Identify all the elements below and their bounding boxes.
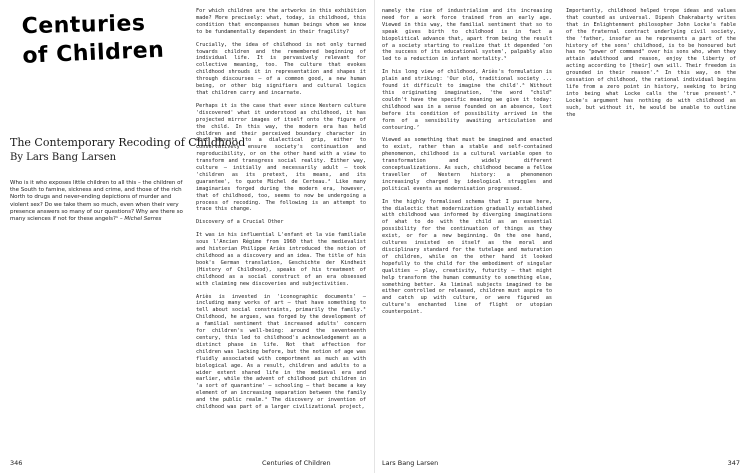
title-line-1: Centuries — [21, 11, 146, 40]
title-line-2: of Children — [21, 37, 165, 69]
right-page-column-2 — [566, 8, 736, 125]
epigraph-text: Who is it who exposes little children to all this – the children of the South to famine, sickness and crime, and those of the rich North to drugs and never-ending depictions of murder and violent sex? Do we take them so much, even when their very presence answers so many of our questions? Why are there so many sciences if not for these angels?¹ – — [10, 180, 183, 223]
essay-author: By Lars Bang Larsen — [10, 152, 117, 163]
paragraph: namely the rise of industrialism and its increasing need for a work force trained from an early age. Viewed in this way, the familial sentiment that so to speak gives birth to childhood is in fact a biopolitical advance that, apart from being the result of a society starting to realize that it depended 'on the success of its educational system', palpably also led to a reduction in infant mortality.⁵ — [382, 8, 552, 63]
page-number-left: 346 — [10, 459, 23, 467]
paragraph: Perhaps it is the case that ever since Western culture 'discovered' what it understood as childhood, it has projected mirror images of itself onto the figure of the child. In this way, the modern era has held children and their perceived boundary character in what amounts to a dialectical grip, either to conservatively ensure society's continuation and reproducibility, or on the other hand with a view to transform and transgress social reality. Either way, culture – initially and necessarily adult – took 'children as its pretext, its means, and its guarantee', to quote Michel de Certeau.² Like many imaginaries forged during the modern era, however, that of childhood, too, seems to now be undergoing a process of recoding. The following is an attempt to trace this change. — [196, 102, 366, 213]
paragraph: In the highly formalised schema that I pursue here, the dialectic that modernization gradually established with childhood was informed by diverging imaginations of what to do with the child as an essential possibility for the continuation of things as they exist, or for a new beginning. On the one hand, cultures insisted on itself as the moral and disciplinary standard for the tutelage and maturation of children, while on the other hand it looked hopefully to the child for the embodiment of singular qualities – play, creativity, futurity – that might help transform the human community to something else, something better. As liminal subjects imagined to be either controlled or released, children must aspire to and catch up with culture, or were figured as culture's enchanted line of flight or utopian counterpoint. — [382, 198, 552, 316]
paragraph: For which children are the artworks in this exhibition made? More precisely: what, today, is childhood, this condition that encompasses human beings whom we know to be fundamentally dependent in their fragility? — [196, 8, 366, 35]
right-page — [376, 0, 750, 473]
paragraph: Viewed as something that must be imagined and enacted to exist, rather than a stable and self-contained phenomenon, childhood is a cultural variable open to transformation and widely different conceptualizations. As such, childhood became a fellow traveller of Western history: a phenomenon increasingly charged by ideological struggles and political events as modernisation progressed. — [382, 137, 552, 192]
running-author: Lars Bang Larsen — [382, 459, 439, 467]
left-page-column-2 — [196, 8, 366, 417]
essay-subtitle: The Contemporary Recoding of Childhood — [10, 136, 246, 149]
epigraph-attribution: Michel Serres — [124, 216, 162, 223]
right-page-column-1 — [382, 8, 552, 322]
section-heading: Discovery of a Crucial Other — [196, 219, 284, 226]
epigraph — [10, 180, 186, 223]
paragraph: It was in his influential L'enfant et la vie familiale sous l'Ancien Régime from 1960 that the medievalist and historian Philippe Ariès introduced the notion of childhood as a discovery and an idea. The title of his book's German translation, Geschichte der Kindheit (History of Childhood), speaks of his treatment of childhood as a social construct of an era obsessed with claiming new discoveries and subjectivities. — [196, 232, 366, 287]
essay-title — [19, 12, 200, 67]
left-page — [0, 0, 374, 473]
paragraph: Crucially, the idea of childhood is not only turned towards children and the remembered beginning of individual life. It is pervasively relevant for collective meaning, too. The culture that evokes childhood shrouds it in representation and shapes it through discourses – of a common good, a new human being, or other big signifiers and cultural logics that children carry and incarnate. — [196, 41, 366, 96]
page-number-right: 347 — [727, 459, 740, 467]
paragraph: Ariès is invested in 'iconographic documents' – including many works of art – that have something to tell about social constraints, primarily the family.³ Childhood, he argues, was forged by the development of a familial sentiment that increased adults' concern for children's well-being: around the seventeenth century, this led to childhood's acknowledgement as a distinct phase in life. Not that affection for children was lacking before, but the notion of age was fluidly associated with comportment as much as with biological age. As a result, children and adults to a wider extent shared life in the medieval era and earlier, while the advent of childhood put children in 'a sort of quarantine' – schooling – that became a key element of an increasing separation between the family and the public realm.⁴ The discovery or invention of childhood was part of a larger civilizational project, — [196, 293, 366, 411]
paragraph: In his long view of childhood, Ariès's formulation is plain and striking: 'Our old, traditional society ... found it difficult to imagine the child'.⁶ Without this originating imagination, 'the word "child" couldn't have the specific meaning we give it today: childhood was in a sense founded on an absence, lost before its condition of possibility arrived in the form of a sensibility awaiting articulation and contouring.⁷ — [382, 69, 552, 131]
page-gutter — [374, 0, 375, 473]
paragraph: Importantly, childhood helped trope ideas and values that counted as universal. Dipesh Chakrabarty writes that in Enlightenment philosopher John Locke's fable of the fraternal contract underlying civil society, the 'father, insofar as he represents a part of the history of the sons' childhood, is to be honoured but has no "power of command" over his sons who, when they attain adulthood and reason, enjoy the liberty of acting according to [their] own will. Their freedom is grounded in their reason'.⁸ In this way, on the cessation of childhood, the rational individual begins life from a zero point in history, seeking to bring into being what Locke calls the 'true present'.⁹ Locke's argument has nothing do with childhood as such, but without it, he would be unable to outline the — [566, 8, 736, 118]
running-title: Centuries of Children — [262, 459, 331, 467]
